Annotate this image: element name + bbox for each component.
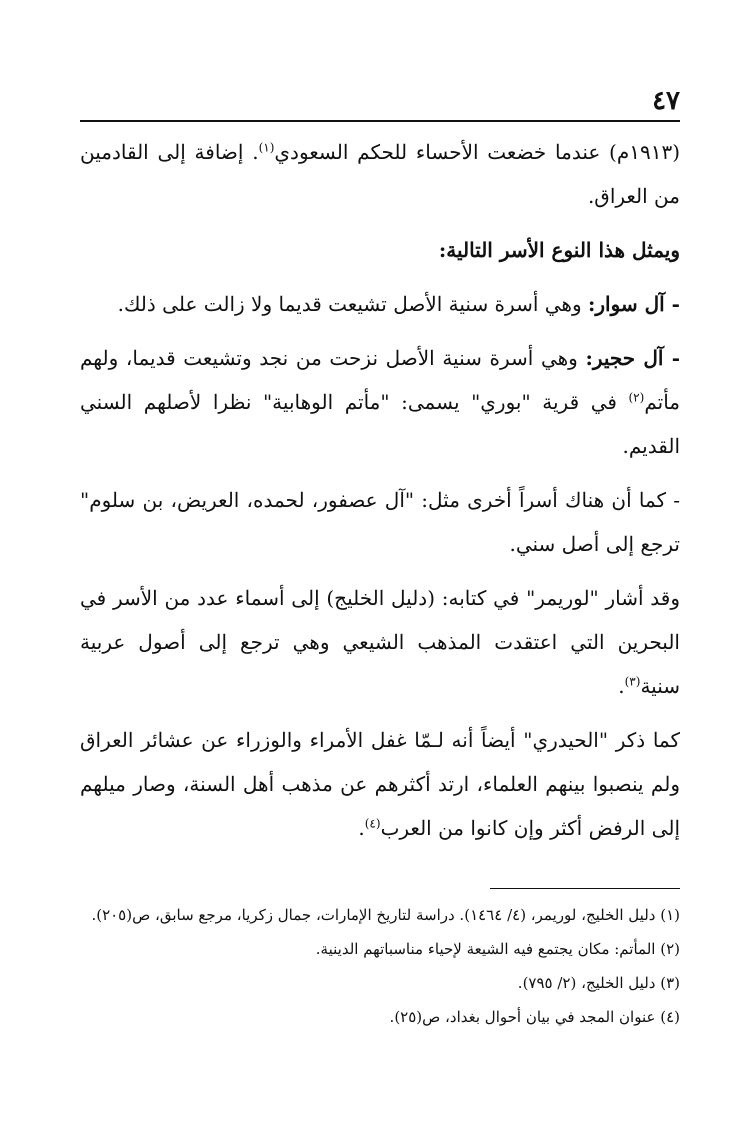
footnote-ref-1: (١) — [258, 140, 275, 155]
list-item-text-after: في قرية "بوري" يسمى: "مأتم الوهابية" نظرا لأصلهم السني القديم. — [80, 390, 680, 458]
section-heading: ويمثل هذا النوع الأسر التالية: — [438, 238, 680, 262]
main-text — [80, 130, 680, 860]
footnote-4: (٤) عنوان المجد في بيان أحوال بغداد، ص(٢٥). — [389, 1008, 680, 1026]
paragraph-1-text: (١٩١٣م) عندما خضعت الأحساء للحكم السعودي — [274, 140, 681, 164]
footnotes — [80, 900, 680, 1036]
footnote-ref-2: (٢) — [628, 390, 645, 405]
list-item-al-hujair — [80, 336, 680, 468]
book-page — [80, 70, 680, 1100]
paragraph-1 — [80, 130, 680, 218]
page-header — [80, 86, 680, 122]
footnote-3: (٣) دليل الخليج، (٢/ ٧٩٥). — [517, 974, 680, 992]
paragraph-haidari — [80, 718, 680, 850]
list-item-label: - آل سوار: — [587, 292, 680, 316]
list-item-other-families: - كما أن هناك أسراً أخرى مثل: "آل عصفور، لحمده، العريض، بن سلوم" ترجع إلى أصل سني. — [80, 488, 680, 556]
footnote-ref-4: (٤) — [364, 816, 381, 831]
list-item-text: وهي أسرة سنية الأصل تشيعت قديما ولا زالت على ذلك. — [117, 292, 588, 316]
footnote-1: (١) دليل الخليج، لوريمر، (٤/ ١٤٦٤). دراسة لتاريخ الإمارات، جمال زكريا، مرجع سابق، ص(٢٠٥). — [91, 906, 680, 924]
list-item-al-sawar — [80, 282, 680, 326]
list-item-text: وهي أسرة سنية الأصل نزحت من نجد وتشيعت قديما، ولهم مأتم — [80, 346, 680, 414]
paragraph-lorimer-text-after: . — [618, 674, 625, 698]
paragraph-lorimer — [80, 576, 680, 708]
paragraph-haidari-text-after: . — [358, 816, 365, 840]
paragraph-lorimer-text: وقد أشار "لوريمر" في كتابه: (دليل الخليج) إلى أسماء عدد من الأسر في البحرين التي اعتقدت المذهب الشيعي وهي ترجع إلى أصول عربية سنية — [80, 586, 680, 698]
paragraph-haidari-text: كما ذكر "الحيدري" أيضاً أنه لـمّا غفل الأمراء والوزراء عن عشائر العراق ولم ينصبوا بينهم العلماء، ارتد أكثرهم عن مذهب أهل السنة، وصار ميلهم إلى الرفض أكثر وإن كانوا من العرب — [80, 728, 680, 840]
footnote-2: (٢) المأتم: مكان يجتمع فيه الشيعة لإحياء مناسباتهم الدينية. — [315, 940, 680, 958]
footnote-rule — [490, 888, 680, 889]
paragraph-1-text-after: . إضافة إلى القادمين من العراق. — [80, 140, 680, 208]
list-item-label: - آل حجير: — [585, 346, 680, 370]
page-number: ٤٧ — [652, 86, 680, 116]
footnote-ref-3: (٣) — [624, 674, 641, 689]
header-rule — [80, 120, 680, 122]
